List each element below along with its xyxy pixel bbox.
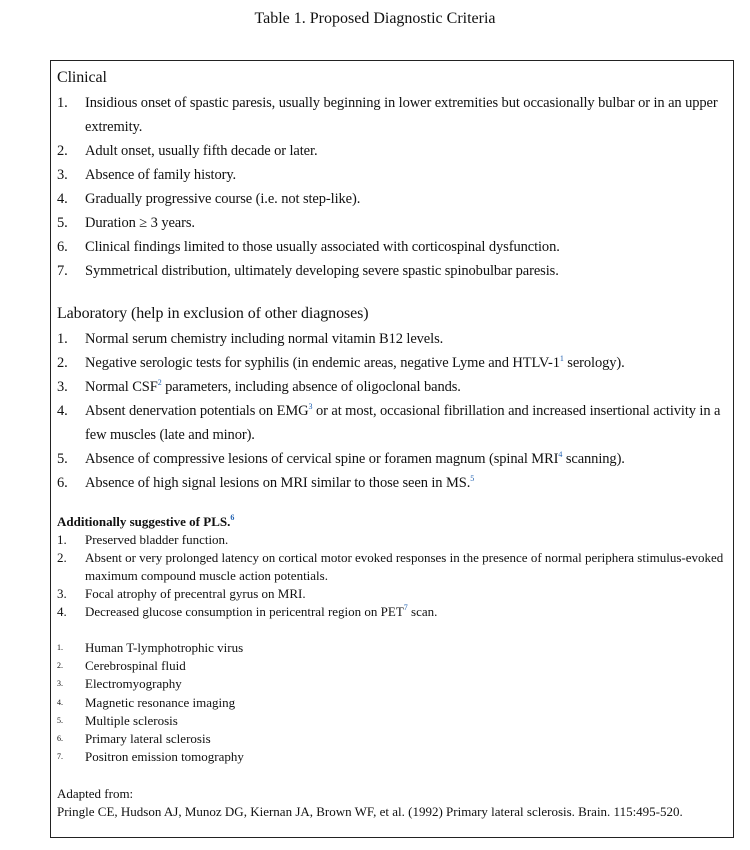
item-text: Decreased glucose consumption in pericentral region on PET xyxy=(85,604,404,619)
laboratory-item xyxy=(57,327,727,351)
item-text: Clinical findings limited to those usually associated with corticospinal dysfunction. xyxy=(85,239,560,255)
item-number: 5. xyxy=(57,215,68,231)
item-number: 5. xyxy=(57,451,68,467)
item-number: 4. xyxy=(57,604,67,619)
item-text-cont: scan. xyxy=(407,604,438,619)
footnote-marker: 4 xyxy=(558,450,563,459)
item-number: 3. xyxy=(57,379,68,395)
laboratory-item xyxy=(57,471,727,495)
footnote-marker: 6 xyxy=(230,513,235,522)
suggestive-item xyxy=(57,549,727,585)
item-text: Absence of family history. xyxy=(85,167,237,183)
item-text: Normal CSF xyxy=(85,379,158,395)
laboratory-item xyxy=(57,447,727,471)
source-citation: Pringle CE, Hudson AJ, Munoz DG, Kiernan JA, Brown WF, et al. (1992) Primary lateral sclerosis. Brain. 115:495-520. xyxy=(57,803,683,819)
item-text: Positron emission tomography xyxy=(85,749,244,765)
item-number: 2. xyxy=(57,355,68,371)
clinical-item xyxy=(57,259,727,283)
item-text: Primary lateral sclerosis xyxy=(85,731,211,747)
item-text: Gradually progressive course (i.e. not step-like). xyxy=(85,191,361,207)
footnote-marker: 5 xyxy=(470,474,475,483)
item-text-cont: or at most, occasional fibrillation and increased insertional activity in a few muscles (late and minor). xyxy=(85,403,721,443)
item-number: 6. xyxy=(57,475,68,491)
abbreviation-item xyxy=(57,694,727,712)
item-number: 4. xyxy=(57,697,63,707)
item-text: Negative serologic tests for syphilis (in endemic areas, negative Lyme and HTLV-1 xyxy=(85,355,560,371)
item-number: 4. xyxy=(57,403,68,419)
suggestive-section xyxy=(57,513,727,621)
clinical-item xyxy=(57,211,727,235)
suggestive-heading-text: Additionally suggestive of PLS. xyxy=(57,514,231,529)
footnote-marker: 1 xyxy=(559,354,564,363)
item-number: 1. xyxy=(57,95,68,111)
item-text: Magnetic resonance imaging xyxy=(85,694,236,710)
abbreviation-list xyxy=(57,639,727,766)
source-note xyxy=(57,785,727,820)
item-number: 1. xyxy=(57,532,67,547)
item-text: Absence of compressive lesions of cervical spine or foramen magnum (spinal MRI xyxy=(85,451,559,467)
spacer xyxy=(57,283,727,301)
item-text: Focal atrophy of precentral gyrus on MRI. xyxy=(85,586,306,601)
item-text: Symmetrical distribution, ultimately developing severe spastic spinobulbar paresis. xyxy=(85,263,559,279)
item-number: 3. xyxy=(57,586,67,601)
item-number: 7. xyxy=(57,752,63,762)
suggestive-item xyxy=(57,603,727,621)
abbreviation-item xyxy=(57,675,727,693)
abbreviation-item xyxy=(57,730,727,748)
item-number: 1. xyxy=(57,331,68,347)
suggestive-item xyxy=(57,531,727,549)
footnote-marker: 7 xyxy=(403,603,408,612)
item-text: Normal serum chemistry including normal vitamin B12 levels. xyxy=(85,331,444,347)
item-number: 7. xyxy=(57,263,68,279)
clinical-item xyxy=(57,163,727,187)
item-text: Absent or very prolonged latency on cortical motor evoked responses in the presence of normal periphera stimulus-evoked maximum compound muscle action potentials. xyxy=(85,550,724,583)
item-text: Preserved bladder function. xyxy=(85,532,229,547)
abbreviation-item xyxy=(57,748,727,766)
item-text: Insidious onset of spastic paresis, usually beginning in lower extremities but occasionally bulbar or in an upper extremity. xyxy=(85,95,718,135)
footnote-marker: 2 xyxy=(157,378,162,387)
item-number: 6. xyxy=(57,239,68,255)
item-number: 6. xyxy=(57,734,63,744)
laboratory-list xyxy=(57,327,727,495)
laboratory-item xyxy=(57,399,727,447)
item-number: 2. xyxy=(57,661,63,671)
item-text: Multiple sclerosis xyxy=(85,712,178,728)
abbreviation-item xyxy=(57,712,727,730)
item-text-cont: serology). xyxy=(563,355,625,371)
item-text: Cerebrospinal fluid xyxy=(85,658,186,674)
table-title: Table 1. Proposed Diagnostic Criteria xyxy=(254,10,496,27)
item-number: 5. xyxy=(57,715,63,725)
suggestive-heading xyxy=(57,513,727,531)
item-text: Human T-lymphotrophic virus xyxy=(85,640,244,655)
clinical-item xyxy=(57,187,727,211)
item-number: 3. xyxy=(57,679,63,689)
item-number: 4. xyxy=(57,191,68,207)
laboratory-item xyxy=(57,375,727,399)
item-number: 2. xyxy=(57,550,67,565)
item-number: 2. xyxy=(57,143,68,159)
item-number: 1. xyxy=(57,643,63,652)
item-text: Absence of high signal lesions on MRI similar to those seen in MS. xyxy=(85,475,471,491)
item-text: Duration ≥ 3 years. xyxy=(85,215,195,231)
laboratory-heading: Laboratory (help in exclusion of other diagnoses) xyxy=(57,305,369,322)
item-text: Absent denervation potentials on EMG xyxy=(85,403,309,419)
criteria-table xyxy=(50,60,734,838)
source-label: Adapted from: xyxy=(57,786,134,801)
clinical-list xyxy=(57,91,727,283)
suggestive-item xyxy=(57,585,727,603)
item-text-cont: scanning). xyxy=(562,451,625,467)
clinical-item xyxy=(57,91,727,139)
item-text: Electromyography xyxy=(85,676,182,692)
item-number: 3. xyxy=(57,167,68,183)
abbreviation-item xyxy=(57,639,727,657)
abbreviation-item xyxy=(57,657,727,675)
laboratory-item xyxy=(57,351,727,375)
clinical-heading: Clinical xyxy=(57,69,107,86)
item-text: Adult onset, usually fifth decade or later. xyxy=(85,143,318,159)
footnote-marker: 3 xyxy=(308,402,313,411)
item-text-cont: parameters, including absence of oligoclonal bands. xyxy=(161,379,461,395)
clinical-item xyxy=(57,139,727,163)
clinical-item xyxy=(57,235,727,259)
clinical-and-lab-section xyxy=(57,65,727,495)
